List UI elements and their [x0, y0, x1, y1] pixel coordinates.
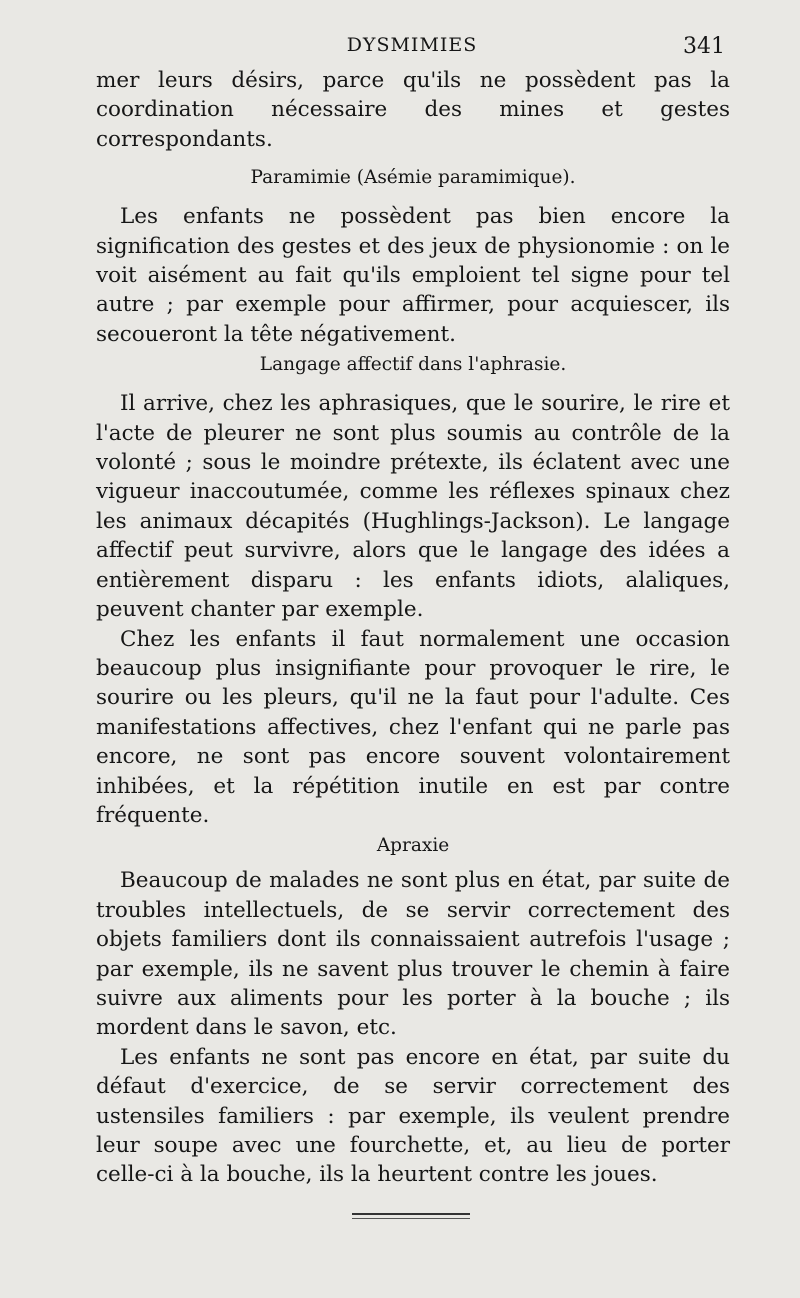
running-head: [97, 34, 727, 64]
end-rule: [352, 1213, 470, 1219]
text-block: [96, 66, 730, 1190]
section-heading-paramimie: Paramimie (Asémie paramimique).: [250, 167, 576, 189]
running-title: DYSMIMIES: [346, 34, 478, 56]
paragraph-enfants-rire: Chez les enfants il faut normalement une occasion beaucoup plus insignifiante pour provoquer le rire, le sourire ou les pleurs, qu'il ne la faut pour l'adulte. Ces manifestations affectives, chez l'enfant qui ne parle pas encore, ne sont pas encore souvent volontairement inhibées, et la répétition inutile en est par contre fréquente.: [96, 626, 730, 828]
paragraph-continued: mer leurs désirs, parce qu'ils ne possèdent pas la coordination nécessaire des mines et gestes correspondants.: [96, 68, 730, 152]
paragraph-enfants-ustensiles: Les enfants ne sont pas encore en état, par suite du défaut d'exercice, de se servir correctement des ustensiles familiers : par exemple, ils veulent prendre leur soupe avec une fourchette, et, au lieu de porter celle-ci à la bouche, ils la heurtent contre les joues.: [96, 1044, 730, 1188]
page-number: 341: [683, 34, 725, 59]
section-heading-langage-affectif: Langage affectif dans l'aphrasie.: [259, 354, 567, 376]
paragraph-aphrasiques: Il arrive, chez les aphrasiques, que le sourire, le rire et l'acte de pleurer ne sont plus soumis au contrôle de la volonté ; sous le moindre prétexte, ils éclatent avec une vigueur inaccoutumée, comme les réflexes spinaux chez les animaux décapités (Hughlings-Jackson). Le langage affectif peut survivre, alors que le langage des idées a entièrement disparu : les enfants idiots, alaliques, peuvent chanter par exemple.: [96, 391, 730, 623]
section-heading-apraxie: Apraxie: [376, 835, 450, 857]
paragraph-malades: Beaucoup de malades ne sont plus en état, par suite de troubles intellectuels, de se servir correctement des objets familiers dont ils connaissaient autrefois l'usage ; par exemple, ils ne savent plus trouver le chemin à faire suivre aux aliments pour les porter à la bouche ; ils mordent dans le savon, etc.: [96, 868, 730, 1041]
paragraph-paramimie: Les enfants ne possèdent pas bien encore la signification des gestes et des jeux de physionomie : on le voit aisément au fait qu'ils emploient tel signe pour tel autre ; par exemple pour affirmer, pour acquiescer, ils secoueront la tête négativement.: [96, 204, 730, 347]
